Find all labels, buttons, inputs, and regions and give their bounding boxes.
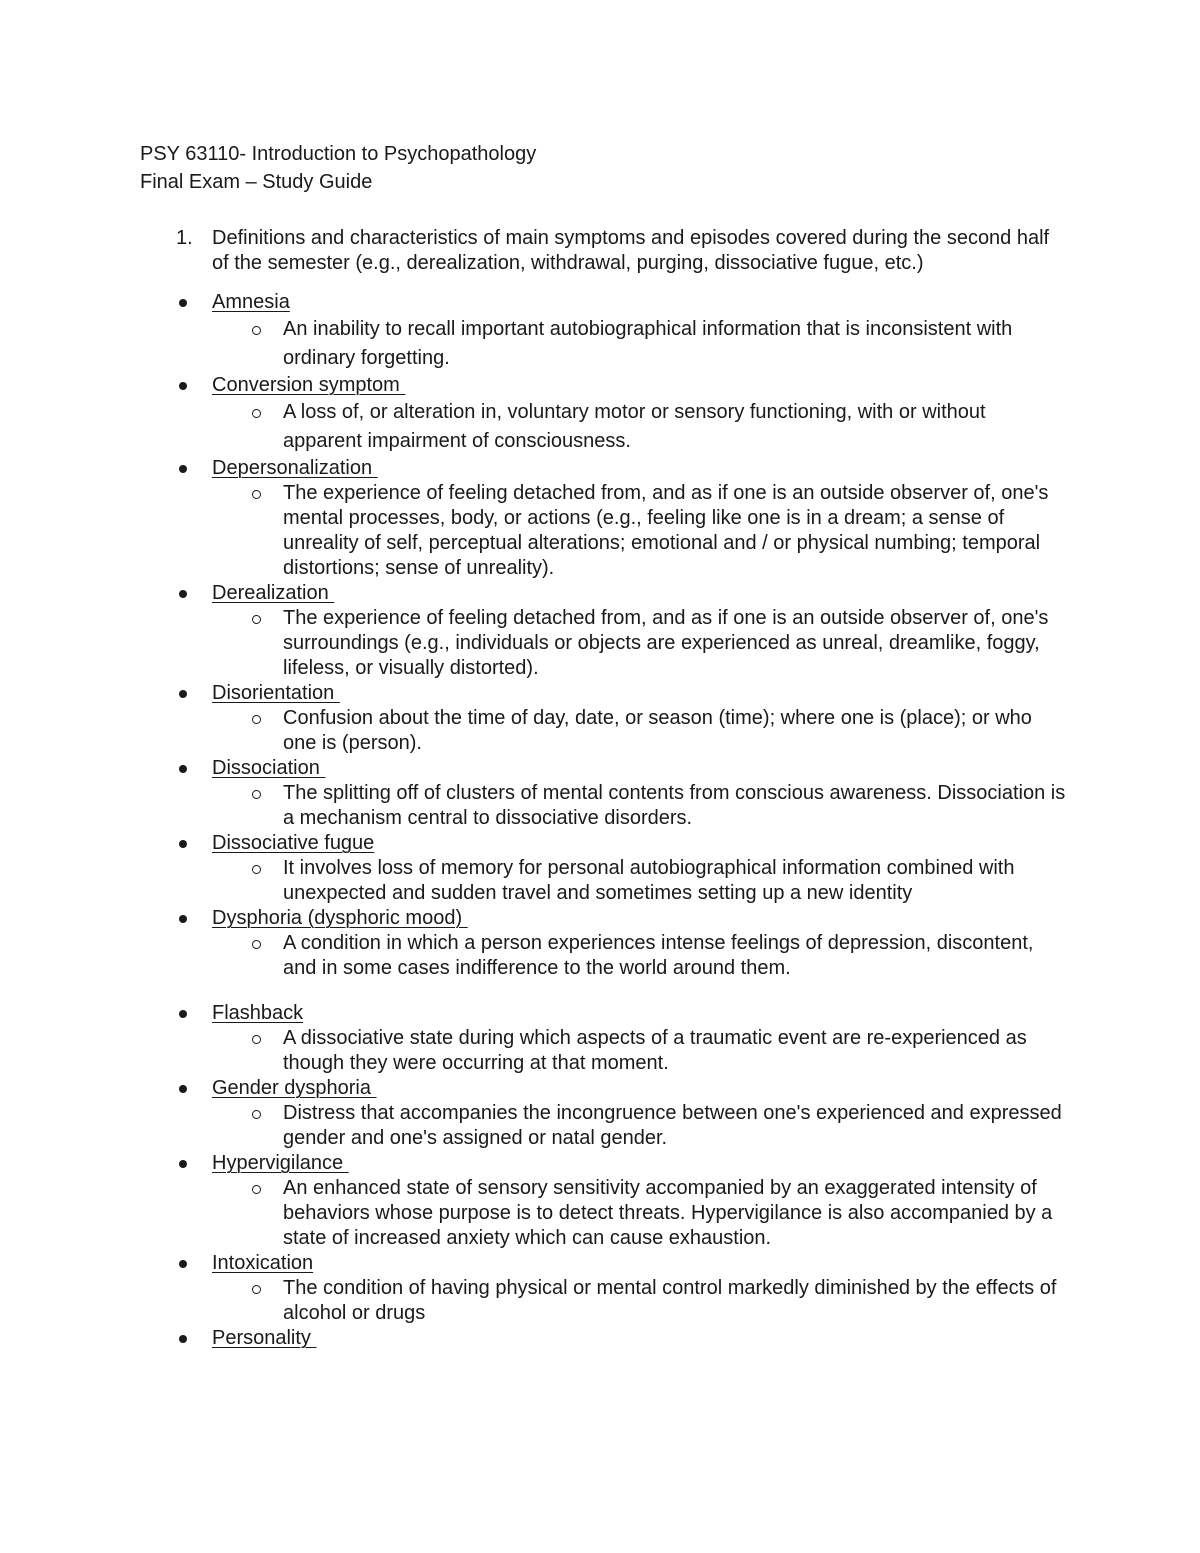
course-title: PSY 63110- Introduction to Psychopathology	[140, 143, 537, 165]
bullet-icon	[179, 840, 187, 848]
circle-bullet-icon	[252, 715, 261, 724]
term-label: Disorientation	[212, 682, 340, 704]
bullet-icon	[179, 465, 187, 473]
circle-bullet-icon	[252, 326, 261, 335]
term-definition	[212, 606, 1070, 681]
definition-text: The experience of feeling detached from, and as if one is an outside observer of, one's surroundings (e.g., individuals or objects are experienced as unreal, dreamlike, foggy, lifeless, or visually distorted).	[283, 607, 1049, 679]
circle-bullet-icon	[252, 1110, 261, 1119]
term-item	[140, 290, 1070, 373]
circle-bullet-icon	[252, 1185, 261, 1194]
term-item	[140, 456, 1070, 581]
circle-bullet-icon	[252, 940, 261, 949]
definition-text: The experience of feeling detached from, and as if one is an outside observer of, one's mental processes, body, or actions (e.g., feeling like one is in a dream; a sense of unreality of self, perceptual alterations; emotional and / or physical numbing; temporal distortions; sense of unreality).	[283, 482, 1049, 579]
bullet-icon	[179, 382, 187, 390]
term-item	[140, 681, 1070, 756]
bullet-icon	[179, 1160, 187, 1168]
term-definition	[212, 315, 1070, 373]
term-definition	[212, 1176, 1070, 1251]
definition-text: A loss of, or alteration in, voluntary motor or sensory functioning, with or without apparent impairment of consciousness.	[283, 401, 986, 452]
term-label: Gender dysphoria	[212, 1077, 377, 1099]
term-label: Dissociative fugue	[212, 832, 375, 854]
circle-bullet-icon	[252, 1035, 261, 1044]
definition-text: Distress that accompanies the incongruence between one's experienced and expressed gender and one's assigned or natal gender.	[283, 1102, 1062, 1149]
circle-bullet-icon	[252, 409, 261, 418]
bullet-icon	[179, 1010, 187, 1018]
term-definition	[212, 706, 1070, 756]
term-label: Dissociation	[212, 757, 326, 779]
definition-text: The condition of having physical or mental control markedly diminished by the effects of alcohol or drugs	[283, 1277, 1057, 1324]
term-label: Conversion symptom	[212, 374, 406, 396]
term-label: Depersonalization	[212, 457, 378, 479]
term-definition	[212, 481, 1070, 581]
circle-bullet-icon	[252, 790, 261, 799]
term-definition	[212, 931, 1070, 981]
definition-text: A dissociative state during which aspects of a traumatic event are re-experienced as though they were occurring at that moment.	[283, 1027, 1027, 1074]
question-text: Definitions and characteristics of main symptoms and episodes covered during the second half of the semester (e.g., derealization, withdrawal, purging, dissociative fugue, etc.)	[212, 227, 1050, 274]
question-item	[140, 226, 1070, 276]
bullet-icon	[179, 1085, 187, 1093]
term-item	[140, 1076, 1070, 1151]
term-item	[140, 756, 1070, 831]
bullet-icon	[179, 915, 187, 923]
question-number: 1.	[176, 227, 193, 249]
term-item	[140, 1251, 1070, 1326]
definition-text: Confusion about the time of day, date, or season (time); where one is (place); or who one is (person).	[283, 707, 1032, 754]
guide-title: Final Exam – Study Guide	[140, 171, 373, 193]
term-definition	[212, 1026, 1070, 1076]
term-item	[140, 906, 1070, 981]
bullet-icon	[179, 690, 187, 698]
definition-text: An inability to recall important autobiographical information that is inconsistent with ordinary forgetting.	[283, 318, 1013, 369]
bullet-icon	[179, 1260, 187, 1268]
bullet-icon	[179, 1335, 187, 1343]
definition-text: A condition in which a person experiences intense feelings of depression, discontent, and in some cases indifference to the world around them.	[283, 932, 1034, 979]
term-label: Hypervigilance	[212, 1152, 349, 1174]
term-definition	[212, 398, 1070, 456]
term-item	[140, 1151, 1070, 1251]
term-list	[140, 290, 1070, 1351]
term-label: Derealization	[212, 582, 335, 604]
term-definition	[212, 1101, 1070, 1151]
term-item	[140, 1001, 1070, 1076]
bullet-icon	[179, 765, 187, 773]
term-item	[140, 831, 1070, 906]
bullet-icon	[179, 299, 187, 307]
term-definition	[212, 856, 1070, 906]
term-label: Intoxication	[212, 1252, 314, 1274]
circle-bullet-icon	[252, 490, 261, 499]
definition-text: The splitting off of clusters of mental contents from conscious awareness. Dissociation is a mechanism central to dissociative disorders.	[283, 782, 1066, 829]
term-item	[140, 581, 1070, 681]
definition-text: An enhanced state of sensory sensitivity accompanied by an exaggerated intensity of behaviors whose purpose is to detect threats. Hypervigilance is also accompanied by a state of increased anxiety which can cause exhaustion.	[283, 1177, 1053, 1249]
term-definition	[212, 781, 1070, 831]
document-page	[140, 140, 1070, 1351]
term-definition	[212, 1276, 1070, 1326]
term-label: Flashback	[212, 1002, 304, 1024]
term-label: Dysphoria (dysphoric mood)	[212, 907, 468, 929]
circle-bullet-icon	[252, 1285, 261, 1294]
term-label: Amnesia	[212, 291, 290, 313]
term-item	[140, 1326, 1070, 1351]
circle-bullet-icon	[252, 865, 261, 874]
circle-bullet-icon	[252, 615, 261, 624]
bullet-icon	[179, 590, 187, 598]
term-item	[140, 373, 1070, 456]
definition-text: It involves loss of memory for personal autobiographical information combined with unexpected and sudden travel and sometimes setting up a new identity	[283, 857, 1015, 904]
term-label: Personality	[212, 1327, 317, 1349]
